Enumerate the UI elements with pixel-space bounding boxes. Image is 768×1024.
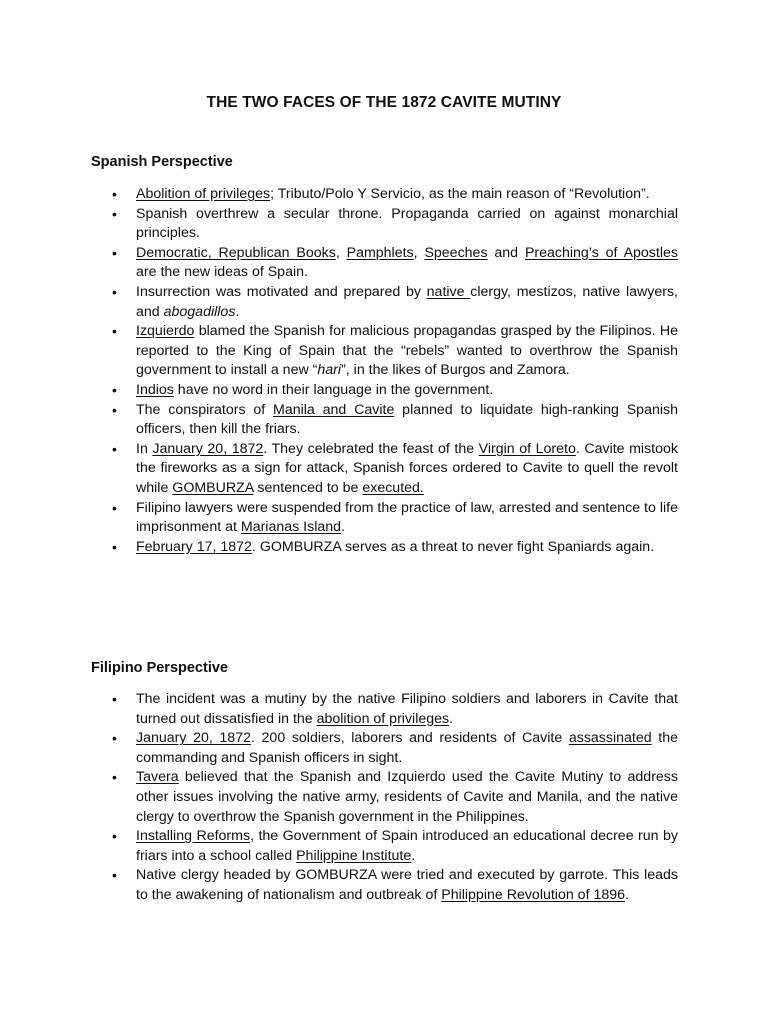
item-text: . xyxy=(341,519,345,536)
underlined-text: February 17, 1872 xyxy=(136,538,252,555)
bullet-icon: • xyxy=(112,244,117,261)
item-text: . Cavite mistook the fireworks as a sign for attack, Spanish forces ordered to Cavite to quell the revolt while xyxy=(136,440,678,496)
list-item xyxy=(91,768,678,827)
bullet-icon: • xyxy=(112,440,117,457)
item-text: The incident was a mutiny by the native Filipino soldiers and laborers in Cavite that turned out dissatisfied in the xyxy=(136,691,678,727)
underlined-text: Philippine Institute xyxy=(296,847,412,864)
item-text: believed that the Spanish and Izquierdo used the Cavite Mutiny to address other issues involving the native army, residents of Cavite and Manila, and the native clergy to overthrow the Spanish government in the Philippines. xyxy=(136,769,678,825)
item-text: The conspirators of xyxy=(136,401,274,418)
bullet-icon: • xyxy=(112,499,117,516)
bullet-icon: • xyxy=(112,691,117,707)
underlined-text: executed. xyxy=(362,479,424,496)
item-text: Native clergy headed by GOMBURZA were tried and executed by garrote. This leads to the awakening of nationalism and outbreak of xyxy=(136,867,678,903)
item-text: . GOMBURZA serves as a threat to never fight Spaniards again. xyxy=(251,538,655,555)
bullet-icon: • xyxy=(112,730,117,747)
item-text: clergy, mestizos, native lawyers, and xyxy=(136,283,678,320)
underlined-text: Speeches xyxy=(424,244,488,261)
item-text: , xyxy=(413,244,425,261)
item-text: are the new ideas of Spain. xyxy=(136,264,308,281)
bullet-icon: • xyxy=(112,538,117,555)
list-item xyxy=(91,538,678,558)
bullet-icon: • xyxy=(112,867,117,884)
section-heading-filipino: Filipino Perspective xyxy=(91,660,228,676)
item-text: Insurrection was motivated and prepared by xyxy=(136,283,427,300)
bullet-icon: • xyxy=(112,283,117,300)
section-heading-spanish: Spanish Perspective xyxy=(91,154,233,170)
item-text: In xyxy=(136,440,153,457)
item-text: planned to liquidate high-ranking Spanish officers, then kill the friars. xyxy=(136,401,678,438)
item-text: sentenced to be xyxy=(253,479,363,496)
item-text: . xyxy=(449,710,454,727)
underlined-text: Virgin of Loreto xyxy=(478,440,576,457)
bullet-icon: • xyxy=(112,323,117,340)
underlined-text: Pamphlets xyxy=(346,244,414,261)
underlined-text: Democratic, Republican Books xyxy=(136,244,336,261)
item-text: ; Tributo/Polo Y Servicio, as the main reason of “Revolution”. xyxy=(270,186,650,202)
item-text: . xyxy=(625,886,629,903)
underlined-text: GOMBURZA xyxy=(172,479,254,496)
underlined-text: Indios xyxy=(136,381,174,398)
list-item xyxy=(91,205,678,244)
underlined-text: Philippine Revolution of 1896 xyxy=(441,886,626,903)
list-item xyxy=(91,690,678,729)
underlined-text: Marianas Island xyxy=(240,519,342,536)
underlined-text: January 20, 1872 xyxy=(136,730,251,747)
item-text: Filipino lawyers were suspended from the practice of law, arrested and sentence to life imprisonment at xyxy=(136,499,678,536)
item-text: and xyxy=(487,244,525,261)
item-text: the commanding and Spanish officers in sight. xyxy=(136,730,678,766)
underlined-text: Installing Reforms xyxy=(136,828,251,845)
underlined-text: native xyxy=(426,283,471,300)
underlined-text: Manila and Cavite xyxy=(273,401,395,418)
list-item xyxy=(91,499,678,538)
list-item xyxy=(91,381,678,401)
underlined-text: Tavera xyxy=(136,769,179,786)
item-text: Spanish overthrew a secular throne. Propaganda carried on against monarchial principles. xyxy=(136,205,678,242)
italic-text: abogadillos xyxy=(163,303,236,320)
bullet-list-filipino xyxy=(91,690,678,906)
list-item xyxy=(91,401,678,440)
bullet-icon: • xyxy=(112,769,117,786)
item-text: . xyxy=(235,303,240,320)
list-item xyxy=(91,827,678,866)
item-text: . 200 soldiers, laborers and residents of Cavite xyxy=(250,730,569,747)
item-text: ”, in the likes of Burgos and Zamora. xyxy=(341,362,570,379)
underlined-text: abolition of privileges xyxy=(316,710,450,727)
list-item xyxy=(91,322,678,381)
underlined-text: January 20, 1872 xyxy=(152,440,264,457)
list-item xyxy=(91,440,678,499)
item-text: blamed the Spanish for malicious propagandas grasped by the Filipinos. He reported to the King of Spain that the “rebels” wanted to overthrow the Spanish government to install a new “ xyxy=(136,323,678,379)
document-title: THE TWO FACES OF THE 1872 CAVITE MUTINY xyxy=(206,94,562,111)
bullet-icon: • xyxy=(112,186,117,202)
item-text: have no word in their language in the government. xyxy=(173,381,494,398)
item-text: , xyxy=(335,244,347,261)
bullet-icon: • xyxy=(112,828,117,845)
bullet-icon: • xyxy=(112,205,117,222)
item-text: , the Government of Spain introduced an educational decree run by friars into a school called xyxy=(136,828,678,864)
italic-text: hari xyxy=(317,362,342,379)
list-item xyxy=(91,283,678,322)
bullet-icon: • xyxy=(112,381,117,398)
item-text: . xyxy=(411,847,416,864)
underlined-text: Abolition of privileges xyxy=(136,186,271,202)
list-item xyxy=(91,244,678,283)
list-item xyxy=(91,185,678,205)
bullet-icon: • xyxy=(112,401,117,418)
underlined-text: Preaching’s of Apostles xyxy=(524,244,678,261)
list-item xyxy=(91,866,678,905)
item-text: . They celebrated the feast of the xyxy=(263,440,479,457)
underlined-text: Izquierdo xyxy=(136,323,195,340)
list-item xyxy=(91,729,678,768)
underlined-text: assassinated xyxy=(568,730,652,747)
bullet-list-spanish xyxy=(91,185,678,557)
